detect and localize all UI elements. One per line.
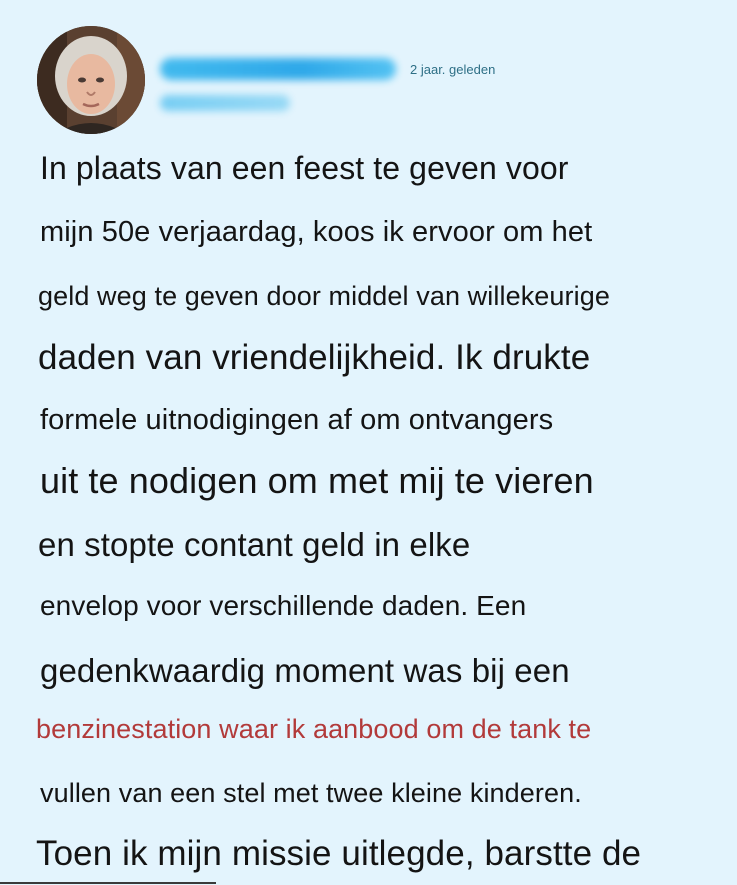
divider [0,882,216,884]
post-text-line-highlighted: benzinestation waar ik aanbood om de tank te [36,714,592,744]
post-text-line: gedenkwaardig moment was bij een [40,652,570,689]
post-timestamp: 2 jaar. geleden [410,62,496,77]
post-text-line: formele uitnodigingen af om ontvangers [40,404,554,436]
post-text-line: en stopte contant geld in elke [38,526,471,563]
post-text-line: mijn 50e verjaardag, koos ik ervoor om het [40,216,593,248]
post-text-line: uit te nodigen om met mij te vieren [40,460,594,501]
post-text-line: daden van vriendelijkheid. Ik drukte [38,338,591,377]
post-text-line: geld weg te geven door middel van willekeurige [38,281,610,311]
post-text-line: Toen ik mijn missie uitlegde, barstte de [36,834,642,873]
post-text-line: In plaats van een feest te geven voor [40,150,569,186]
post-text-line: envelop voor verschillende daden. Een [40,590,527,621]
post-text-line: vullen van een stel met twee kleine kinderen. [40,778,582,808]
